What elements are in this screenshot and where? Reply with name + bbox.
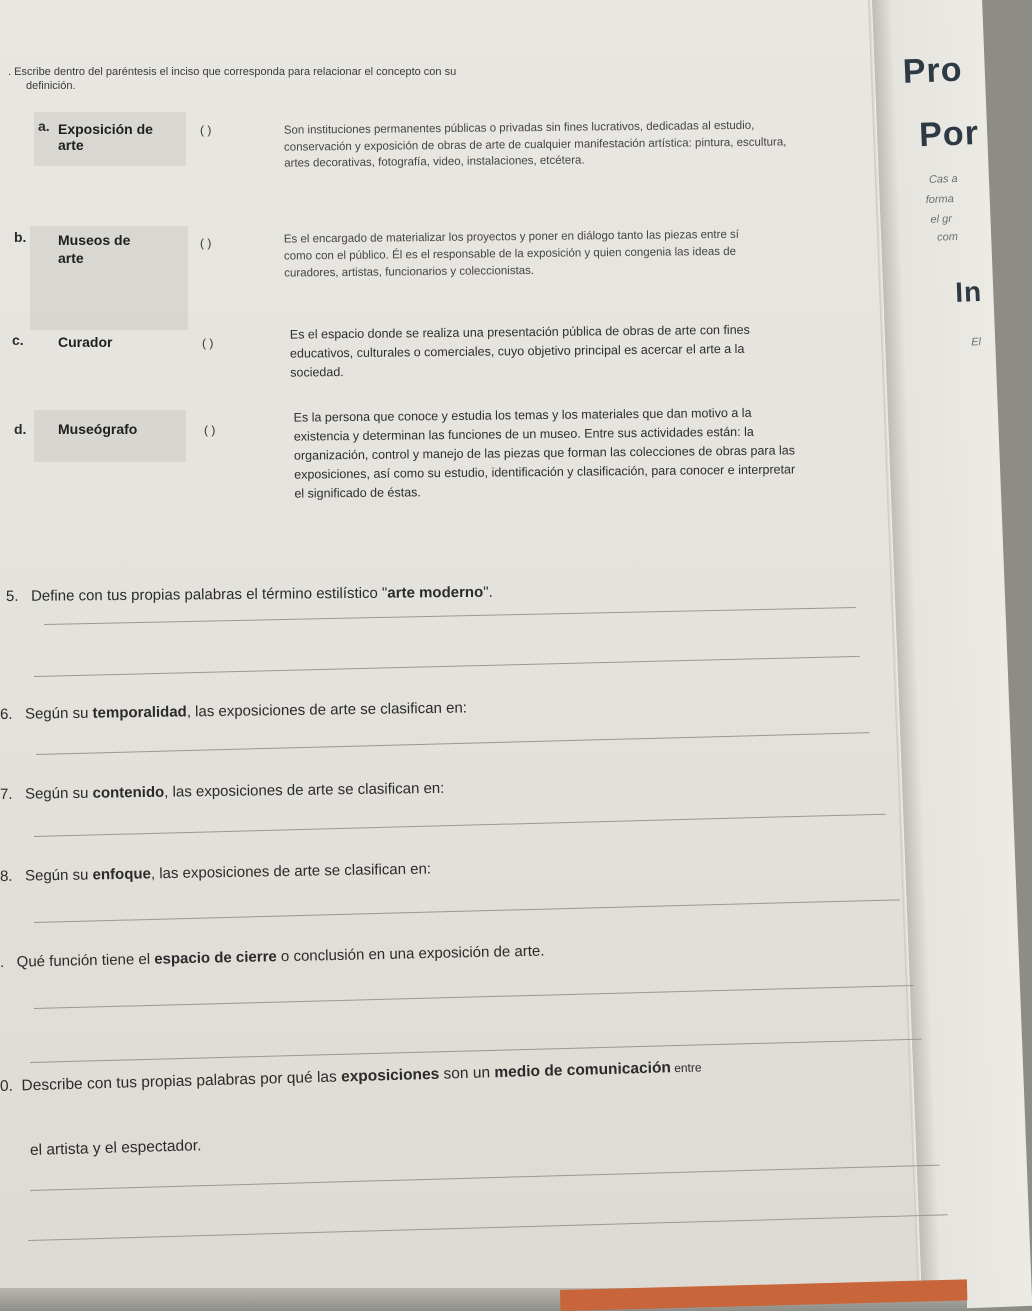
question-10-line-2: el artista y el espectador.: [29, 1137, 202, 1159]
definition-text: Es el encargado de materializar los proyectos y poner en diálogo tanto las piezas entre sí como con el público. Él es el responsable de la exposición y quien congenia las ideas de curadores, artistas, funcionarios y coleccionistas.: [283, 228, 740, 280]
definition-text: Es la persona que conoce y estudia los temas y los materiales que dan motivo a la existencia y determinan las funciones de un museo. Entre sus actividades están: la organización, control y manejo de las piezas que forman las colecciones de obras para las exposiciones, así como su estudio, identificación y clasificación, para conocer e interpretar el significado de éstas.: [293, 405, 796, 501]
question-text: Según su: [24, 866, 93, 885]
item-letter: a.: [38, 118, 50, 134]
intro-line-2: definición.: [26, 80, 76, 92]
next-page-text: com: [936, 230, 959, 244]
intro-number: .: [8, 66, 12, 78]
answer-line[interactable]: [34, 899, 900, 923]
answer-parentheses[interactable]: ( ): [202, 336, 214, 350]
answer-line[interactable]: [44, 607, 856, 625]
question-number: 5.: [5, 587, 19, 605]
question-5: [6, 584, 493, 605]
answer-line[interactable]: [30, 1039, 922, 1063]
item-letter: b.: [14, 229, 27, 245]
term-museografo: Museógrafo: [58, 421, 138, 437]
next-page-heading-in: In: [954, 275, 983, 309]
next-page-text: el gr: [930, 213, 953, 226]
item-letter: d.: [14, 421, 27, 437]
term-line-2: arte: [58, 250, 84, 266]
answer-line[interactable]: [34, 814, 886, 837]
definition-text: Es el espacio donde se realiza una presentación pública de obras de arte con fines educativos, culturales o comerciales, cuyo objetivo principal es acercar el arte a la sociedad.: [289, 322, 750, 380]
next-page-text: Cas a: [928, 172, 958, 186]
answer-line[interactable]: [28, 1214, 948, 1241]
question-bold: contenido: [92, 783, 165, 802]
question-text: Qué función tiene el: [16, 950, 155, 971]
item-letter: c.: [12, 332, 24, 348]
term-exposicion-de-arte: Exposición de: [58, 121, 153, 137]
answer-line[interactable]: [34, 985, 914, 1009]
answer-line[interactable]: [36, 732, 870, 755]
question-text: , las exposiciones de arte se clasifican en:: [150, 860, 432, 883]
question-number: 0.: [0, 1077, 14, 1095]
question-text: o conclusión en una exposición de arte.: [276, 942, 545, 966]
answer-line[interactable]: [30, 1165, 940, 1191]
question-number: 7.: [0, 785, 13, 803]
question-bold: enfoque: [92, 865, 152, 884]
question-9: [0, 943, 545, 971]
term-curador: Curador: [58, 334, 113, 350]
term-line-2: arte: [58, 137, 84, 153]
term-museos-de-arte: Museos de: [58, 232, 131, 248]
next-page-heading-por: Por: [918, 114, 980, 155]
question-text: ".: [483, 583, 493, 601]
question-bold: medio de comunicación: [494, 1059, 672, 1082]
question-bold: arte moderno: [387, 583, 484, 602]
intro-instruction: [8, 66, 456, 78]
question-bold: exposiciones: [340, 1065, 440, 1086]
question-text: Según su: [24, 704, 93, 723]
answer-parentheses[interactable]: ( ): [200, 236, 212, 250]
next-page-text: forma: [925, 193, 955, 207]
question-bold: espacio de cierre: [154, 948, 277, 968]
question-number: .: [0, 953, 5, 971]
answer-line[interactable]: [34, 656, 860, 677]
question-number: 8.: [0, 867, 13, 885]
question-text: son un: [439, 1064, 495, 1083]
answer-parentheses[interactable]: ( ): [204, 423, 216, 437]
definition-text: Son instituciones permanentes públicas o privadas sin fines lucrativos, dedicadas al estudio, conservación y exposición de obras de arte de cualquier manifestación artística: pintura, escultura, artes decorativas, fotografía, video, instalaciones, etcétera.: [283, 119, 787, 170]
question-text: Describe con tus propias palabras por qué las: [21, 1068, 342, 1095]
question-10: [0, 1058, 702, 1096]
question-number: 6.: [0, 705, 13, 723]
question-text: , las exposiciones de arte se clasifican en:: [186, 699, 468, 721]
next-page-heading-pro: Pro: [902, 50, 964, 91]
answer-parentheses[interactable]: ( ): [200, 123, 212, 137]
question-text: , las exposiciones de arte se clasifican en:: [164, 779, 445, 801]
question-text: Define con tus propias palabras el término estilístico ": [30, 584, 388, 605]
question-bold: temporalidad: [92, 703, 187, 722]
question-7: [0, 780, 444, 803]
question-6: [0, 699, 467, 723]
question-8: [0, 860, 431, 885]
question-text: entre: [670, 1060, 702, 1076]
question-text: Según su: [24, 784, 93, 803]
intro-line-1: Escribe dentro del paréntesis el inciso que corresponda para relacionar el concepto con su: [14, 66, 457, 78]
next-page-text: El: [970, 336, 982, 349]
